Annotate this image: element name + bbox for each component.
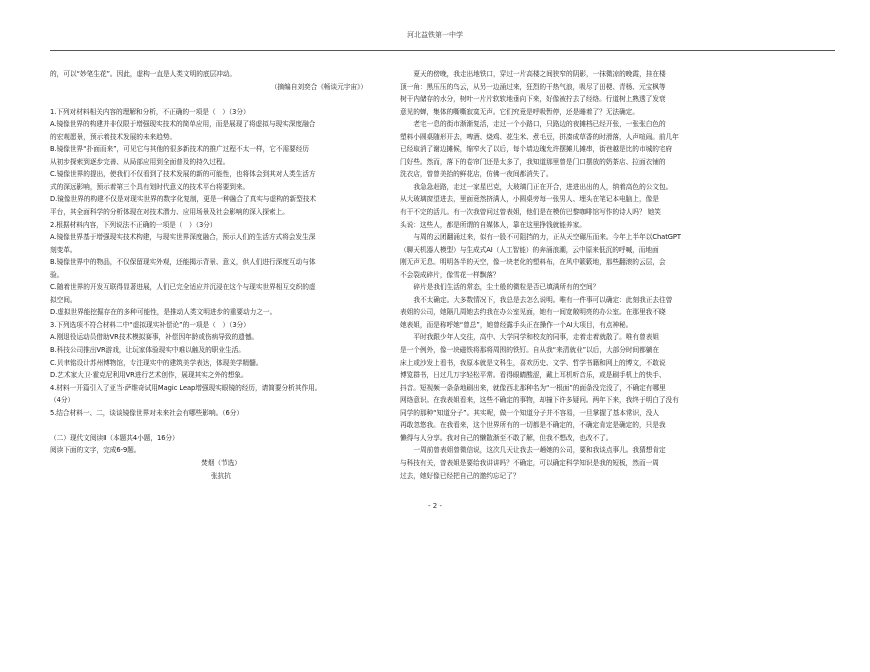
right-column-line: 与科技有关，曾表姐是要给我讲讲吗？不确定，可以确定科学知识是我的短板，然而一周 xyxy=(400,458,659,467)
right-column-line: 表姐的公司，她隔几周她去约我在办公室见面，她有一间宽敞明亮的办公室。在那里我不晓 xyxy=(400,308,666,317)
left-column-line: C.镜像世界的提出，使我们不仅看到了技术发展的新的可能性，也将体会到其对人类生活方 xyxy=(50,170,316,179)
left-column-line: 焚烟（节选） xyxy=(201,458,241,467)
left-column-line: A.镜像世界基于增强现实技术构建，与现实世界深度融合，预示人们的生活方式将会发生深 xyxy=(50,233,316,242)
left-column-line: D.艺术家大卫·霍克尼利用VR进行艺术创作，展现其实之外的想象。 xyxy=(50,371,248,380)
left-column-line: 式的深远影响，预示着第三个具有划时代意义的技术平台将要到来。 xyxy=(50,182,250,191)
right-column-line: 过去，她好像已经把自己的邀约忘记了？ xyxy=(400,471,520,480)
right-column-line: 是一个例外，像一块磁铁将那将周围的铁钉。自从我“来清就业”以后，大部分时间都躺在 xyxy=(400,346,660,355)
left-column-line: 刻变革。 xyxy=(50,245,77,254)
left-column-line: 3.下列选项不符合材料二中“虚拟现实补偿论”的一项是（ ）（3分） xyxy=(50,320,250,329)
right-column-line: 老宅一息的街市渐渐复活，走过一个小路口，只路边的夜摊档已经开张，一张张白色的 xyxy=(413,120,666,129)
right-column-line: 顶一角：黑压压的鸟云，从另一边涌过来，狂烈的干热气浪，吸尽了田梗、青杨、元宝枫等 xyxy=(400,82,666,91)
left-column-line: 4.材料一开篇引入了亚当·萨维奇试用Magic Leap增强现实眼镜的经历，请简要分析其作用。 xyxy=(50,383,322,392)
page-header: 河北益铁第一中学 xyxy=(407,31,463,39)
right-column-line: 塑料小圆桌随形开去，啤酒、烧鸡、花生米、煮毛豆，拼凑成草香的时滑落，人声喧闹。前几年 xyxy=(400,132,679,141)
left-column-line: C.贝聿铭设计苏州博物馆，专注现实中的建筑美学表达，体现美学精髓。 xyxy=(50,358,263,367)
left-column-line: 的，可以“妙笔生花”。因此，虚构一直是人类文明的底层冲动。 xyxy=(50,70,237,78)
page-number: - 2 - xyxy=(428,502,442,510)
left-column-line: 平台，其全面科学的分析体现在对技术潜力、应用场景及社会影响的深入探索上。 xyxy=(50,208,289,217)
header-divider xyxy=(50,50,835,51)
left-column-line: 阅读下面的文字，完成6-9题。 xyxy=(50,446,141,455)
right-column-line: 头说：这些人，都是所谓的自媒体人，靠在这里挣钱就能养家。 xyxy=(400,220,586,229)
right-column-line: 平时我跟少年人交往，高中、大学同学和校友的同事，走着走着就散了。唯有曾表姐 xyxy=(413,333,659,342)
left-column-line: A.刚退役运动员借助VR技术模拟赛事，补偿因年龄或伤病导致的遗憾。 xyxy=(50,333,259,342)
right-column-line: 夏天的傍晚，我走出地铁口，穿过一片高楼之间狭窄的阴影，一抹微凉的晚霞，挂在楼 xyxy=(413,70,666,78)
right-column-line: （聊天机器人模型）与生成式AI（人工智能）的奔涌浪潮，云中原来低沉的呼喊，而地面 xyxy=(400,245,659,254)
left-column-line: B.镜像世界中的物品，不仅保留现实外观，还能揭示背景、意义，供人们进行深度互动与体 xyxy=(50,258,316,267)
left-column-line: 从初步探索到逐步完善、从局部应用到全面普及的持久过程。 xyxy=(50,157,230,166)
left-column-line: 张抗抗 xyxy=(211,471,231,480)
left-column-line: 2.根据材料内容，下列说法不正确的一项是（ ）（3分） xyxy=(50,220,217,229)
left-column-line: D.镜像世界的构建不仅是对现实世界的数字化复制，更是一种融合了真实与虚构的新型技术 xyxy=(50,195,317,204)
right-column-line: 我不太确定。大多数情况下，我总是去怎么说明。唯有一件事可以确定：此刻我正去往曾 xyxy=(413,295,673,304)
right-column-line: 床上或沙发上看书，我原本就是文科生，喜欢历史、文学、哲学书籍和网上的博文，不敢说 xyxy=(400,358,666,367)
right-column-line: 刚无声无息。明明各半的天空，像一块老化的塑料布，在风中簌簌地，那些翻滚的云层，会 xyxy=(400,258,666,267)
right-column-line: 从大玻璃窗望进去，里面竟然挤满人，小圆桌旁每一张男人、埋头在笔记本电脑上，像是 xyxy=(400,195,659,204)
right-column-line: 门好些。然而，落下的卷帘门还是太多了，我知道那里曾是门口摆放的奶茶店、拉面衣铺的 xyxy=(400,157,666,166)
left-column xyxy=(50,68,392,482)
left-column-line: 验。 xyxy=(50,270,64,279)
right-column-line: 不会裂成碎片，像雪花一样飘落？ xyxy=(400,270,500,279)
right-column-line: 一周前曾表姐曾微信说，这次几天让我去一趟她的公司，要和我谈点事儿。我猜想肯定 xyxy=(413,446,666,455)
left-column-line: C.随着世界的开发互联得显著进展，人们已完全适应并沉浸在这个与现实世界相互交织的虚 xyxy=(50,283,316,292)
left-column-line xyxy=(50,93,392,106)
left-column-line xyxy=(50,419,392,432)
right-column-line: 洗衣店，曾曾美抬的鲜花店，仿佛一夜间都消失了。 xyxy=(400,170,553,179)
right-column-line: 网络意识。在我表姐看来，这些不确定的事物，却撞下许多疑问。两年下来，我终于明白了没有 xyxy=(400,396,679,405)
left-column-line: （摘编自刘奕合《畅谈元宇宙》） xyxy=(270,82,367,91)
right-column-line: 碎片是我们生活的常态，尘土般的微粒是否已填满所有的空间？ xyxy=(413,283,600,292)
right-column-line: 我急急赶路，走过一家星巴克，大玻璃门正在开合，进进出出的人，纳着高色的公文包。 xyxy=(413,182,673,191)
right-column-line: 已经取消了谢边摊候，缩窄火了以后，每个墙边瑰允许摆摊儿摊串，街巷越是比的市城的宅府 xyxy=(400,145,673,154)
right-column-line: 她表姐，而是称呼她“曾总”，她曾经露手头正在操作一个AI大项目，有点神秘。 xyxy=(400,320,633,329)
right-column-line: 抖音。短视频一条条地刷出来，就像西北那种名为“一根面”的面条没完没了，不确定有哪里 xyxy=(400,383,666,392)
right-column-line: 再敢忽悠我。在我看来，这个世界所有的一切都是不确定的，不确定肯定是确定的，只是我 xyxy=(400,421,666,430)
left-column-line: 1.下列对材料相关内容的理解和分析，不正确的一项是（ ）（3分） xyxy=(50,107,250,116)
right-column-line: 树干内储存的水分，树叶一片片软软地垂向下来，好像被拧去了经络。行道树上熟透了发衰 xyxy=(400,95,666,104)
left-column-line: 的宏观愿景，预示着技术发展的未来趋势。 xyxy=(50,132,177,141)
right-column-line: 同学的那种“知道分子”。其实呢，做一个知道分子并不容易，一旦掌握了基本常识，没人 xyxy=(400,408,660,417)
left-column-line: A.镜像世界的构建并非仅限于增强现实技术的简单应用，而是展现了将虚拟与现实深度融合 xyxy=(50,120,316,129)
right-column-line: 与周的云团翻涌过来，似有一股不可阻挡的力，正从天空碾压而来。今年上半年以ChatGPT xyxy=(413,233,681,242)
right-column xyxy=(400,68,745,482)
right-column-line: 博览群书，日过几万字轻松平常。看得眼睛酸涩，戴上耳机听音乐，或是刷手机上的快手、 xyxy=(400,371,666,380)
left-column-line: 5.结合材料一、二，谈谈镜像世界对未来社会有哪些影响。（6分） xyxy=(50,408,243,417)
right-column-line: 懒得与人分享。我对自己的懒散渐至不敢了解，但我不想改，也改不了。 xyxy=(400,433,613,442)
right-column-line: 意见的蝉，集体的嘶嘶寂寞无声。它们究竟是呼吸暂停，还是睡着了？无法确定。 xyxy=(400,107,639,116)
left-column-line: （4分） xyxy=(50,396,75,405)
left-column-line: 拟空间。 xyxy=(50,295,77,304)
right-column-line: 有干不完的活儿。有一次我曾问过曾表姐，他们是在模仿巴黎咖啡馆写作的诗人吗？ 她笑 xyxy=(400,208,661,217)
left-column-line: B.科技公司推出VR游戏，让玩家体验现实中难以触及的职业生活。 xyxy=(50,346,245,355)
left-column-line: D.虚拟世界能挖掘存在的多种可能性，是推动人类文明进步的重要动力之一。 xyxy=(50,308,277,317)
left-column-line: （二）现代文阅读Ⅱ（本题共4小题，16分） xyxy=(50,433,179,442)
left-column-line: B.镜像世界“扑面而来”，可见它与其他的很多新技术的推广过程不太一样，它不需要经历 xyxy=(50,145,310,154)
